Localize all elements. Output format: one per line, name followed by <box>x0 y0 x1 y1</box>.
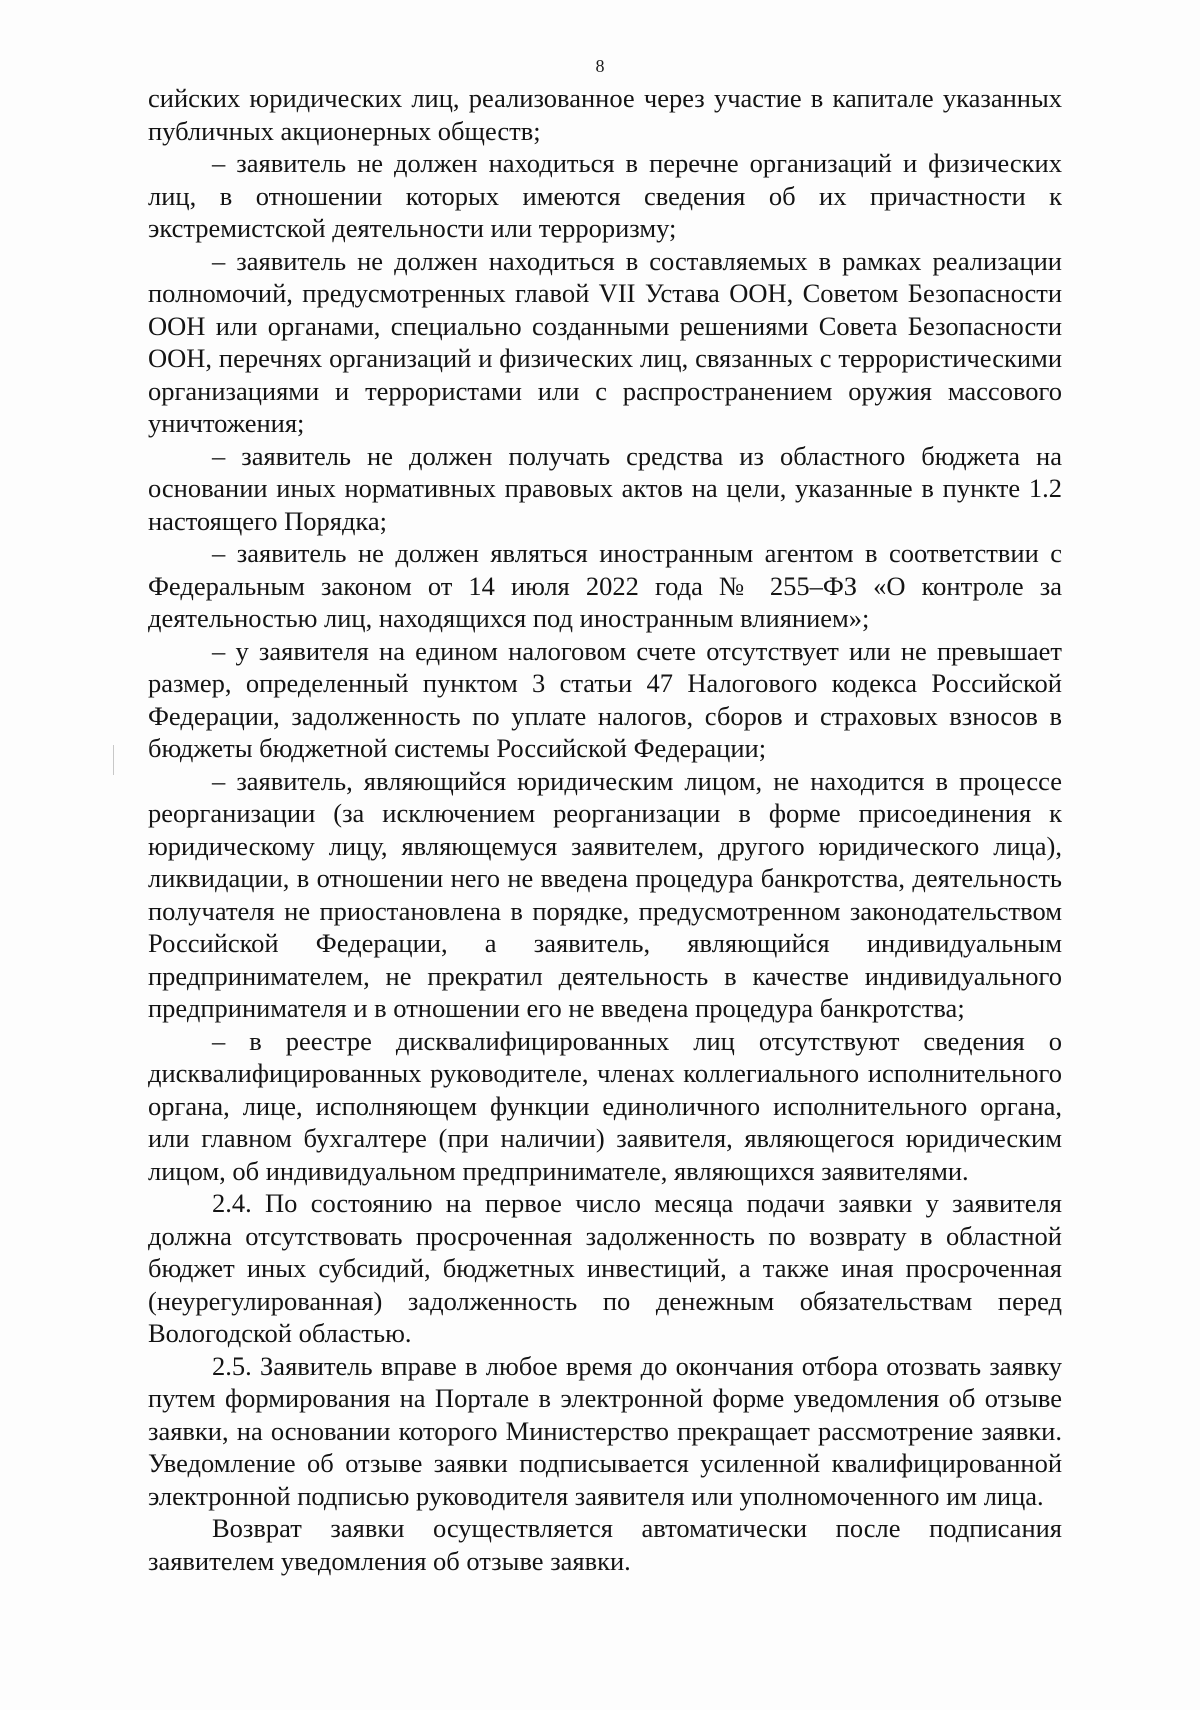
paragraph: Возврат заявки осуществляется автоматически после подписания заявителем уведомления об отзыве заявки. <box>148 1513 1062 1576</box>
paragraph: – заявитель не должен получать средства из областного бюджета на основании иных нормативных правовых актов на цели, указанные в пункте 1.2 настоящего Порядка; <box>148 440 1062 536</box>
paragraph: – заявитель не должен являться иностранным агентом в соответствии с Федеральным законом от 14 июля 2022 года № 255–ФЗ «О контроле за деятельностью лиц, находящихся под иностранным влиянием»; <box>148 538 1062 633</box>
paragraph: – заявитель, являющийся юридическим лицом, не находится в процессе реорганизации (за исключением реорганизации в форме присоединения к юридическому лицу, являющемуся заявителем, другого юридического лица), ликвидации, в отношении него не введена процедура банкротства, деятельность получателя не приостановлена в порядке, предусмотренном законодательством Российской Федерации, а заявитель, являющийся индивидуальным предпринимателем, не прекратил деятельность в качестве индивидуального предпринимателя и в отношении его не введена процедура банкротства; <box>148 765 1062 1023</box>
document-body <box>148 82 1062 1577</box>
paragraph: сийских юридических лиц, реализованное через участие в капитале указанных публичных акционерных обществ; <box>148 83 1062 146</box>
paragraph: – заявитель не должен находиться в составляемых в рамках реализации полномочий, предусмотренных главой VII Устава ООН, Советом Безопасности ООН или органами, специально созданными решениями Совета Безопасности ООН, перечнях организаций и физических лиц, связанных с террористическими организациями и террористами или с распространением оружия массового уничтожения; <box>148 245 1062 438</box>
paragraph: – в реестре дисквалифицированных лиц отсутствуют сведения о дисквалифицированных руководителе, членах коллегиального исполнительного органа, лице, исполняющем функции единоличного исполнительного органа, или главном бухгалтере (при наличии) заявителя, являющегося юридическим лицом, об индивидуальном предпринимателе, являющихся заявителями. <box>148 1025 1062 1186</box>
paragraph-section-2-5: 2.5. Заявитель вправе в любое время до окончания отбора отозвать заявку путем формирования на Портале в электронной форме уведомления об отзыве заявки, на основании которого Министерство прекращает рассмотрение заявки. Уведомление об отзыве заявки подписывается усиленной квалифицированной электронной подписью руководителя заявителя или уполномоченного им лица. <box>148 1350 1062 1511</box>
paragraph-section-2-4: 2.4. По состоянию на первое число месяца подачи заявки у заявителя должна отсутствовать просроченная задолженность по возврату в областной бюджет иных субсидий, бюджетных инвестиций, а также иная просроченная (неурегулированная) задолженность по денежным обязательствам перед Вологодской областью. <box>148 1188 1062 1348</box>
paragraph: – заявитель не должен находиться в перечне организаций и физических лиц, в отношении которых имеются сведения об их причастности к экстремистской деятельности или терроризму; <box>148 148 1062 243</box>
paragraph: – у заявителя на едином налоговом счете отсутствует или не превышает размер, определенный пунктом 3 статьи 47 Налогового кодекса Российской Федерации, задолженность по уплате налогов, сборов и страховых взносов в бюджеты бюджетной системы Российской Федерации; <box>148 635 1062 763</box>
page-number: 8 <box>595 56 605 76</box>
scan-margin-mark <box>113 745 114 775</box>
